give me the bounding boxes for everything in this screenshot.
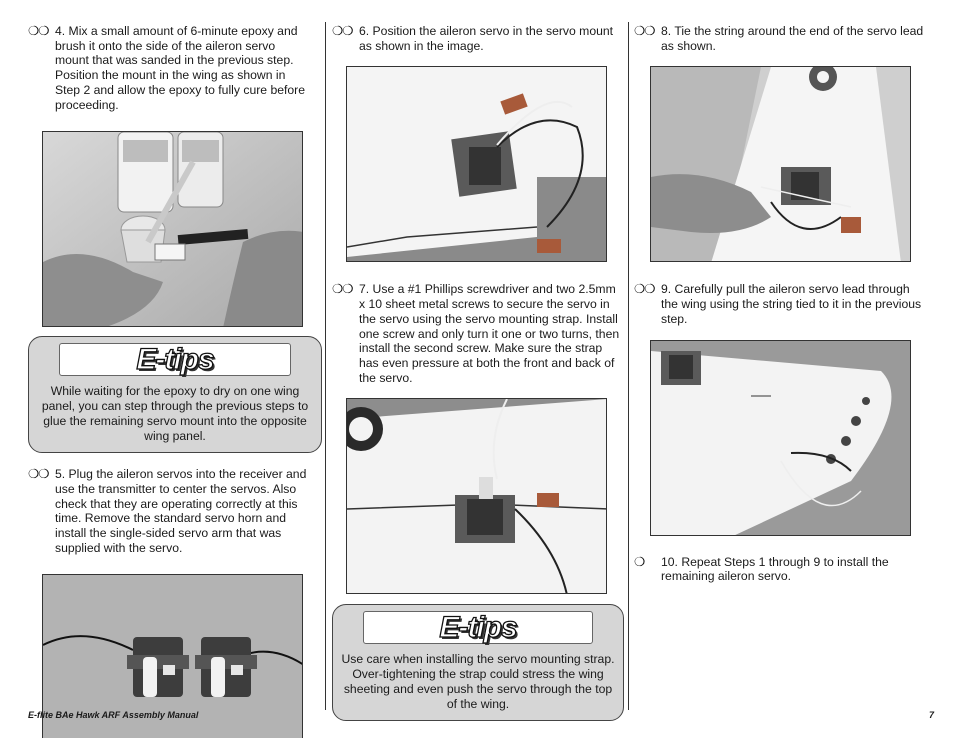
column-2 — [332, 24, 624, 721]
lead-pulled-photo-image — [651, 341, 911, 536]
step-8-text: 8. Tie the string around the end of the servo lead as shown. — [661, 24, 924, 53]
etips-logo-2 — [363, 611, 593, 644]
step-10 — [634, 555, 924, 584]
step-9-checkboxes: ❍❍ — [634, 282, 655, 297]
column-divider-right — [628, 22, 629, 710]
etips-box-2 — [332, 604, 624, 721]
etips-logo-text-1: E-tips — [136, 343, 214, 377]
photo-servo-positioned — [346, 66, 607, 262]
etips-text-2: Use care when installing the servo mounting strap. Over-tightening the strap could stress the wing sheeting and even push the servo through the top of the wing. — [341, 652, 615, 712]
step-6-checkboxes: ❍❍ — [332, 24, 353, 38]
step-5-checkboxes: ❍❍ — [28, 467, 49, 482]
footer-manual-title: E-flite BAe Hawk ARF Assembly Manual — [28, 710, 199, 720]
step-8-checkboxes: ❍❍ — [634, 24, 655, 38]
step-7-checkboxes: ❍❍ — [332, 282, 353, 297]
photo-lead-pulled — [650, 340, 911, 536]
step-4-checkboxes: ❍❍ — [28, 24, 49, 38]
step-6-text: 6. Position the aileron servo in the servo mount as shown in the image. — [359, 24, 614, 53]
step-10-checkbox: ❍ — [634, 554, 645, 569]
servo-strap-photo-image — [347, 399, 607, 594]
step-4-text: 4. Mix a small amount of 6-minute epoxy and brush it onto the side of the aileron servo mount that was sanded in the previous step. Position the mount in the wing as shown in Step 2 and allow the epoxy to fully cure before proceeding. — [55, 24, 305, 112]
servo-position-photo-image — [347, 67, 607, 262]
string-tied-photo-image — [651, 67, 911, 262]
footer-page-number: 7 — [928, 710, 934, 720]
column-divider-left — [325, 22, 326, 710]
step-6 — [332, 24, 620, 53]
step-9 — [634, 282, 928, 326]
etips-logo-1 — [59, 343, 291, 376]
etips-text-1: While waiting for the epoxy to dry on one wing panel, you can step through the previous steps to glue the remaining servo mount into the opposite wing panel. — [41, 384, 309, 444]
column-3 — [634, 24, 928, 584]
step-7 — [332, 282, 622, 385]
etips-logo-text-2: E-tips — [439, 611, 517, 645]
photo-string-tied — [650, 66, 911, 262]
photo-servo-strap — [346, 398, 607, 594]
etips-box-1 — [28, 336, 322, 453]
epoxy-photo-image — [43, 132, 303, 327]
column-1 — [28, 24, 322, 738]
step-4 — [28, 24, 312, 112]
step-9-text: 9. Carefully pull the aileron servo lead through the wing using the string tied to it in the previous step. — [661, 282, 922, 326]
step-8 — [634, 24, 924, 53]
step-5 — [28, 467, 318, 555]
step-5-text: 5. Plug the aileron servos into the receiver and use the transmitter to center the servos. Also check that they are operating correctly at this time. Remove the standard servo horn and install the single-sided servo arm that was supplied with the servo. — [55, 467, 307, 555]
step-7-text: 7. Use a #1 Phillips screwdriver and two 2.5mm x 10 sheet metal screws to secure the servo in the servo using the servo mounting strap. Install one screw and only turn it one or two turns, then install the second screw. Make sure the strap has even pressure at both the front and back of the servo. — [359, 282, 620, 385]
photo-epoxy-mixing — [42, 131, 303, 327]
step-10-text: 10. Repeat Steps 1 through 9 to install the remaining aileron servo. — [661, 554, 889, 584]
